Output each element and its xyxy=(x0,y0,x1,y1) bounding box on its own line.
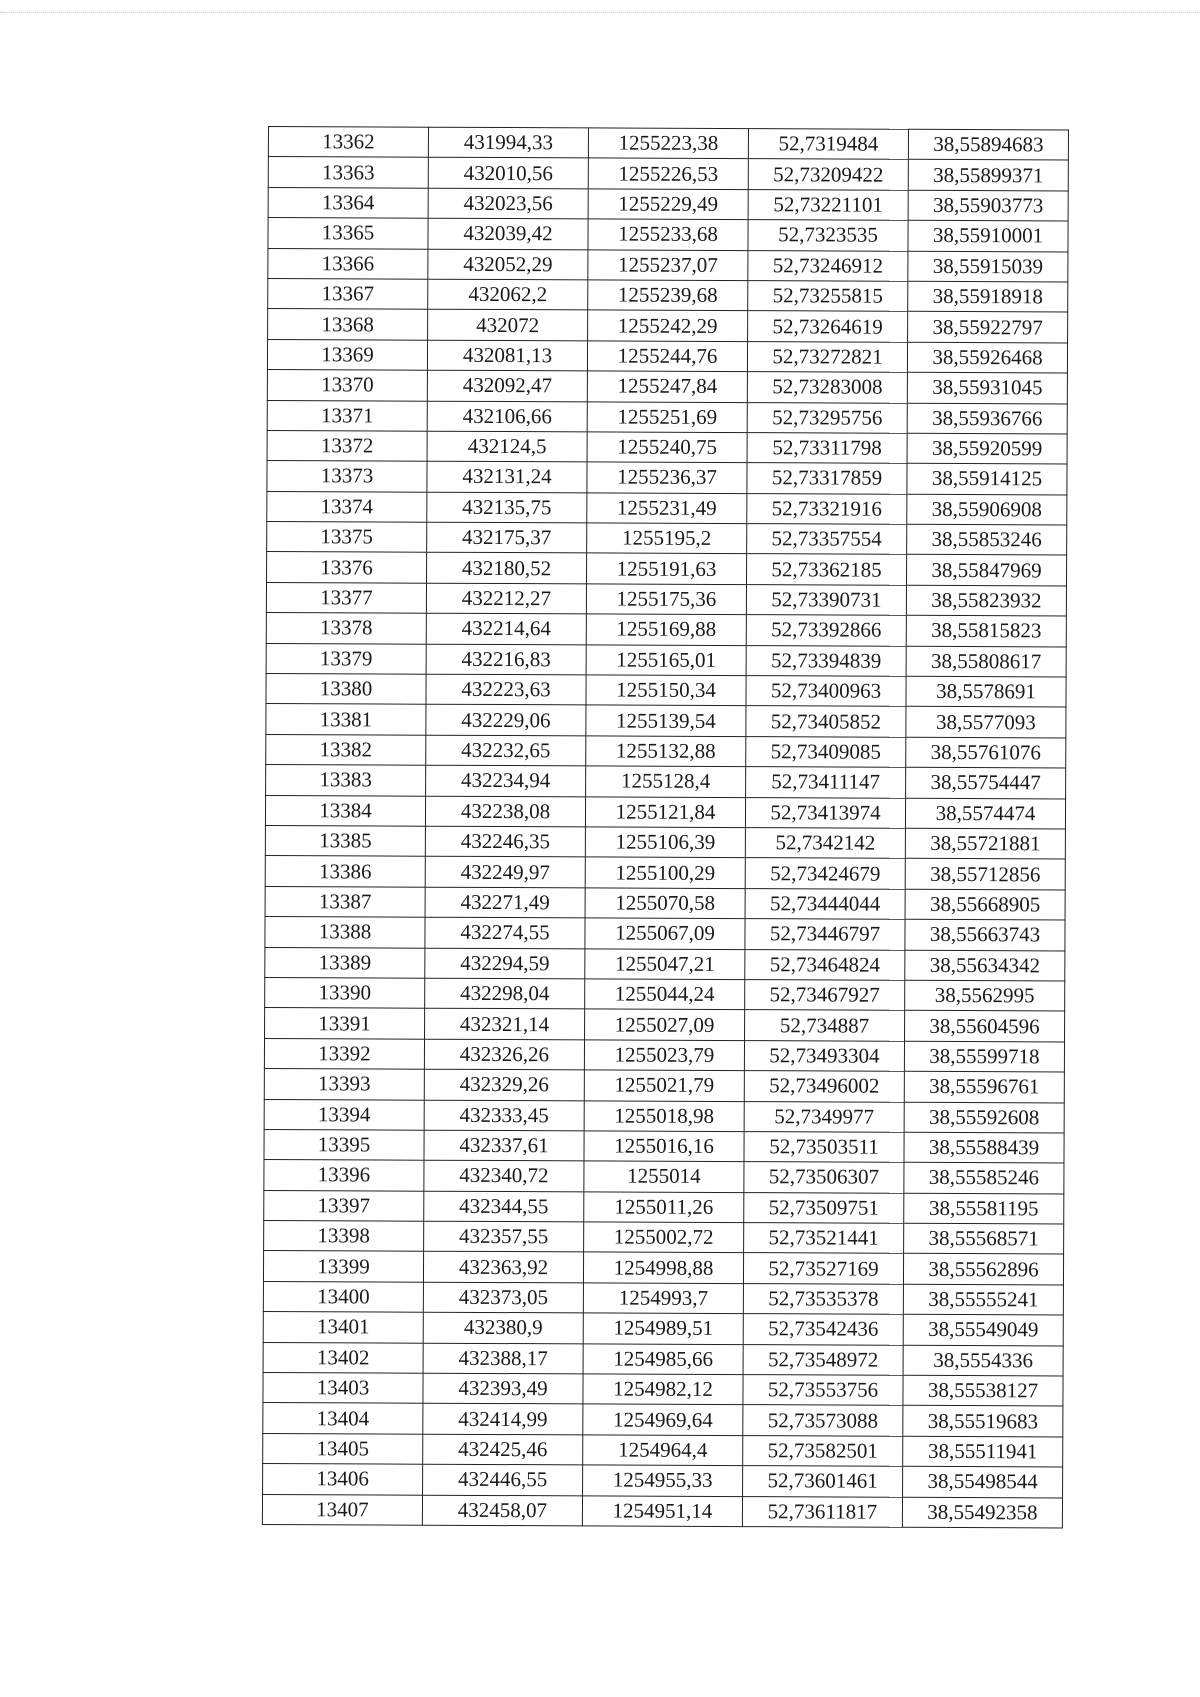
point-number-cell: 13392 xyxy=(264,1038,424,1069)
coord-y-cell: 1255139,54 xyxy=(586,705,746,736)
latitude-cell: 52,73405852 xyxy=(746,706,906,737)
table-row xyxy=(263,1312,1063,1346)
longitude-cell: 38,55663743 xyxy=(905,919,1065,950)
coord-x-cell: 432357,55 xyxy=(424,1221,584,1252)
point-number-cell: 13372 xyxy=(267,430,427,461)
point-number-cell: 13383 xyxy=(266,765,426,796)
table-row xyxy=(264,1221,1064,1255)
latitude-cell: 52,73446797 xyxy=(745,919,905,950)
longitude-cell: 38,55936766 xyxy=(907,403,1067,434)
coord-x-cell: 432344,55 xyxy=(424,1191,584,1222)
table-row xyxy=(263,1433,1063,1467)
longitude-cell: 38,55914125 xyxy=(907,464,1067,495)
coord-x-cell: 432232,65 xyxy=(426,735,586,766)
coord-x-cell: 432072 xyxy=(428,310,588,341)
latitude-cell: 52,73573088 xyxy=(743,1405,903,1436)
latitude-cell: 52,73496002 xyxy=(744,1071,904,1102)
coord-x-cell: 432340,72 xyxy=(424,1160,584,1191)
longitude-cell: 38,55847969 xyxy=(907,555,1067,586)
table-row xyxy=(268,309,1068,343)
longitude-cell: 38,5577093 xyxy=(906,707,1066,738)
coord-y-cell: 1255021,79 xyxy=(584,1070,744,1101)
latitude-cell: 52,73464824 xyxy=(745,949,905,980)
point-number-cell: 13362 xyxy=(268,127,428,158)
table-row xyxy=(268,248,1068,282)
coord-x-cell: 432294,59 xyxy=(425,948,585,979)
table-row xyxy=(265,947,1065,981)
coord-y-cell: 1254951,14 xyxy=(582,1495,742,1526)
table-row xyxy=(266,704,1066,738)
coord-x-cell: 432175,37 xyxy=(427,522,587,553)
coord-x-cell: 432212,27 xyxy=(426,583,586,614)
scan-edge-line xyxy=(0,12,1200,13)
point-number-cell: 13402 xyxy=(263,1342,423,1373)
coord-x-cell: 432246,35 xyxy=(425,826,585,857)
coord-y-cell: 1255150,34 xyxy=(586,675,746,706)
table-row xyxy=(264,1038,1064,1072)
latitude-cell: 52,73409085 xyxy=(746,736,906,767)
coord-x-cell: 432052,29 xyxy=(428,249,588,280)
point-number-cell: 13386 xyxy=(265,856,425,887)
table-row xyxy=(266,734,1066,768)
point-number-cell: 13381 xyxy=(266,704,426,735)
table-row xyxy=(264,1160,1064,1194)
coord-x-cell: 432329,26 xyxy=(424,1069,584,1100)
table-row xyxy=(266,643,1066,677)
coord-x-cell: 432039,42 xyxy=(428,218,588,249)
coord-x-cell: 432458,07 xyxy=(422,1495,582,1526)
longitude-cell: 38,55568571 xyxy=(904,1223,1064,1254)
coord-x-cell: 432425,46 xyxy=(423,1434,583,1465)
table-row xyxy=(266,613,1066,647)
coord-y-cell: 1254955,33 xyxy=(583,1465,743,1496)
coord-x-cell: 432249,97 xyxy=(425,857,585,888)
latitude-cell: 52,73221101 xyxy=(748,189,908,220)
point-number-cell: 13404 xyxy=(263,1403,423,1434)
coord-x-cell: 432321,14 xyxy=(425,1009,585,1040)
table-row xyxy=(266,674,1066,708)
table-row xyxy=(265,825,1065,859)
table-row xyxy=(263,1403,1063,1437)
table-row xyxy=(265,856,1065,890)
table-row xyxy=(267,370,1067,404)
coord-x-cell: 432223,63 xyxy=(426,674,586,705)
point-number-cell: 13403 xyxy=(263,1373,423,1404)
coord-x-cell: 432337,61 xyxy=(424,1130,584,1161)
longitude-cell: 38,55918918 xyxy=(908,281,1068,312)
longitude-cell: 38,55808617 xyxy=(906,646,1066,677)
latitude-cell: 52,73548972 xyxy=(743,1344,903,1375)
longitude-cell: 38,55915039 xyxy=(908,251,1068,282)
latitude-cell: 52,73295756 xyxy=(747,402,907,433)
latitude-cell: 52,73553756 xyxy=(743,1375,903,1406)
latitude-cell: 52,73362185 xyxy=(747,554,907,585)
table-row xyxy=(265,977,1065,1011)
latitude-cell: 52,73413974 xyxy=(745,797,905,828)
table-row xyxy=(268,278,1068,312)
longitude-cell: 38,55519683 xyxy=(903,1406,1063,1437)
longitude-cell: 38,55761076 xyxy=(906,737,1066,768)
coord-x-cell: 432010,56 xyxy=(428,158,588,189)
coord-y-cell: 1255023,79 xyxy=(584,1040,744,1071)
table-row xyxy=(268,187,1068,221)
latitude-cell: 52,7349977 xyxy=(744,1101,904,1132)
coord-y-cell: 1255070,58 xyxy=(585,888,745,919)
coord-x-cell: 432106,66 xyxy=(427,401,587,432)
latitude-cell: 52,73209422 xyxy=(748,159,908,190)
coord-y-cell: 1255165,01 xyxy=(586,645,746,676)
point-number-cell: 13395 xyxy=(264,1129,424,1160)
coord-x-cell: 432131,24 xyxy=(427,461,587,492)
coord-x-cell: 432092,47 xyxy=(427,370,587,401)
longitude-cell: 38,55815823 xyxy=(906,616,1066,647)
latitude-cell: 52,73542436 xyxy=(743,1314,903,1345)
table-row xyxy=(263,1342,1063,1376)
coord-x-cell: 432124,5 xyxy=(427,431,587,462)
longitude-cell: 38,5554336 xyxy=(903,1345,1063,1376)
longitude-cell: 38,55492358 xyxy=(902,1497,1062,1528)
latitude-cell: 52,73321916 xyxy=(747,493,907,524)
table-row xyxy=(265,1008,1065,1042)
table-row xyxy=(265,886,1065,920)
latitude-cell: 52,73527169 xyxy=(743,1253,903,1284)
coord-x-cell: 432023,56 xyxy=(428,188,588,219)
longitude-cell: 38,55634342 xyxy=(905,950,1065,981)
point-number-cell: 13363 xyxy=(268,157,428,188)
point-number-cell: 13390 xyxy=(265,977,425,1008)
point-number-cell: 13367 xyxy=(268,278,428,309)
longitude-cell: 38,55549049 xyxy=(903,1315,1063,1346)
coord-x-cell: 432238,08 xyxy=(425,796,585,827)
coord-y-cell: 1255067,09 xyxy=(585,918,745,949)
coord-x-cell: 432326,26 xyxy=(424,1039,584,1070)
table-row xyxy=(265,917,1065,951)
longitude-cell: 38,5574474 xyxy=(905,798,1065,829)
coord-x-cell: 432274,55 xyxy=(425,917,585,948)
longitude-cell: 38,55592608 xyxy=(904,1102,1064,1133)
table-row xyxy=(263,1281,1063,1315)
coord-x-cell: 432373,05 xyxy=(423,1282,583,1313)
coord-y-cell: 1255240,75 xyxy=(587,432,747,463)
table-row xyxy=(263,1251,1063,1285)
coord-y-cell: 1254964,4 xyxy=(583,1435,743,1466)
latitude-cell: 52,73493304 xyxy=(744,1040,904,1071)
point-number-cell: 13378 xyxy=(266,613,426,644)
latitude-cell: 52,7342142 xyxy=(745,828,905,859)
coord-y-cell: 1255247,84 xyxy=(587,371,747,402)
coord-x-cell: 432333,45 xyxy=(424,1100,584,1131)
latitude-cell: 52,73611817 xyxy=(742,1496,902,1527)
coord-y-cell: 1255236,37 xyxy=(587,462,747,493)
coord-y-cell: 1255027,09 xyxy=(585,1009,745,1040)
latitude-cell: 52,73503511 xyxy=(744,1131,904,1162)
longitude-cell: 38,55498544 xyxy=(903,1466,1063,1497)
coord-y-cell: 1255239,68 xyxy=(588,280,748,311)
coord-y-cell: 1255175,36 xyxy=(586,584,746,615)
latitude-cell: 52,73255815 xyxy=(748,281,908,312)
latitude-cell: 52,73467927 xyxy=(745,980,905,1011)
longitude-cell: 38,55588439 xyxy=(904,1132,1064,1163)
coord-y-cell: 1255242,29 xyxy=(588,310,748,341)
latitude-cell: 52,73506307 xyxy=(744,1162,904,1193)
point-number-cell: 13380 xyxy=(266,674,426,705)
coord-y-cell: 1255237,07 xyxy=(588,249,748,280)
longitude-cell: 38,55712856 xyxy=(905,859,1065,890)
point-number-cell: 13406 xyxy=(263,1464,423,1495)
coord-y-cell: 1255121,84 xyxy=(585,796,745,827)
longitude-cell: 38,55538127 xyxy=(903,1375,1063,1406)
longitude-cell: 38,55604596 xyxy=(905,1011,1065,1042)
coord-y-cell: 1254985,66 xyxy=(583,1344,743,1375)
coord-y-cell: 1255231,49 xyxy=(587,493,747,524)
coord-x-cell: 432062,2 xyxy=(428,279,588,310)
table-row xyxy=(268,127,1068,161)
coord-y-cell: 1255047,21 xyxy=(585,948,745,979)
table-row xyxy=(267,491,1067,525)
coord-y-cell: 1255132,88 xyxy=(586,736,746,767)
coord-x-cell: 432271,49 xyxy=(425,887,585,918)
coordinates-table-body xyxy=(262,127,1068,1528)
coord-x-cell: 432216,83 xyxy=(426,644,586,675)
coord-y-cell: 1255016,16 xyxy=(584,1131,744,1162)
point-number-cell: 13377 xyxy=(266,582,426,613)
coord-x-cell: 432214,64 xyxy=(426,613,586,644)
coord-x-cell: 432363,92 xyxy=(423,1252,583,1283)
coord-y-cell: 1255229,49 xyxy=(588,189,748,220)
latitude-cell: 52,73311798 xyxy=(747,432,907,463)
point-number-cell: 13407 xyxy=(262,1494,422,1525)
longitude-cell: 38,55668905 xyxy=(905,889,1065,920)
longitude-cell: 38,55920599 xyxy=(907,433,1067,464)
point-number-cell: 13370 xyxy=(267,370,427,401)
point-number-cell: 13388 xyxy=(265,917,425,948)
point-number-cell: 13376 xyxy=(267,552,427,583)
coordinates-table xyxy=(262,126,1069,1528)
longitude-cell: 38,5562995 xyxy=(905,980,1065,1011)
coord-y-cell: 1255106,39 xyxy=(585,827,745,858)
coord-y-cell: 1255226,53 xyxy=(588,158,748,189)
table-row xyxy=(267,400,1067,434)
latitude-cell: 52,734887 xyxy=(745,1010,905,1041)
longitude-cell: 38,55754447 xyxy=(906,767,1066,798)
coord-y-cell: 1255169,88 xyxy=(586,614,746,645)
longitude-cell: 38,55910001 xyxy=(908,220,1068,251)
coord-x-cell: 431994,33 xyxy=(428,127,588,158)
latitude-cell: 52,73246912 xyxy=(748,250,908,281)
point-number-cell: 13385 xyxy=(265,825,425,856)
coord-y-cell: 1255014 xyxy=(584,1161,744,1192)
point-number-cell: 13373 xyxy=(267,461,427,492)
longitude-cell: 38,55853246 xyxy=(907,524,1067,555)
longitude-cell: 38,55599718 xyxy=(904,1041,1064,1072)
table-row xyxy=(266,582,1066,616)
table-row xyxy=(268,157,1068,191)
point-number-cell: 13387 xyxy=(265,886,425,917)
point-number-cell: 13382 xyxy=(266,734,426,765)
latitude-cell: 52,73317859 xyxy=(747,463,907,494)
longitude-cell: 38,5578691 xyxy=(906,676,1066,707)
point-number-cell: 13393 xyxy=(264,1069,424,1100)
latitude-cell: 52,73509751 xyxy=(744,1192,904,1223)
latitude-cell: 52,73283008 xyxy=(747,372,907,403)
table-row xyxy=(267,430,1067,464)
point-number-cell: 13396 xyxy=(264,1160,424,1191)
point-number-cell: 13397 xyxy=(264,1190,424,1221)
table-row xyxy=(264,1099,1064,1133)
point-number-cell: 13368 xyxy=(268,309,428,340)
table-row xyxy=(267,552,1067,586)
point-number-cell: 13365 xyxy=(268,218,428,249)
longitude-cell: 38,55562896 xyxy=(903,1254,1063,1285)
coord-x-cell: 432234,94 xyxy=(426,765,586,796)
table-row xyxy=(264,1129,1064,1163)
coord-x-cell: 432380,9 xyxy=(423,1312,583,1343)
point-number-cell: 13379 xyxy=(266,643,426,674)
longitude-cell: 38,55931045 xyxy=(907,372,1067,403)
coord-y-cell: 1255195,2 xyxy=(587,523,747,554)
point-number-cell: 13394 xyxy=(264,1099,424,1130)
coord-y-cell: 1254989,51 xyxy=(583,1313,743,1344)
longitude-cell: 38,55581195 xyxy=(904,1193,1064,1224)
coord-y-cell: 1255002,72 xyxy=(584,1222,744,1253)
table-row xyxy=(267,339,1067,373)
point-number-cell: 13400 xyxy=(263,1281,423,1312)
table-row xyxy=(267,461,1067,495)
longitude-cell: 38,55894683 xyxy=(908,129,1068,160)
longitude-cell: 38,55922797 xyxy=(908,312,1068,343)
point-number-cell: 13364 xyxy=(268,187,428,218)
coord-y-cell: 1255018,98 xyxy=(584,1100,744,1131)
point-number-cell: 13375 xyxy=(267,522,427,553)
latitude-cell: 52,73411147 xyxy=(746,767,906,798)
coord-y-cell: 1254982,12 xyxy=(583,1374,743,1405)
coord-y-cell: 1255011,26 xyxy=(584,1192,744,1223)
point-number-cell: 13366 xyxy=(268,248,428,279)
coord-y-cell: 1255044,24 xyxy=(585,979,745,1010)
latitude-cell: 52,73444044 xyxy=(745,888,905,919)
longitude-cell: 38,55721881 xyxy=(905,828,1065,859)
table-row xyxy=(264,1190,1064,1224)
longitude-cell: 38,55555241 xyxy=(903,1284,1063,1315)
point-number-cell: 13398 xyxy=(264,1221,424,1252)
latitude-cell: 52,73521441 xyxy=(744,1223,904,1254)
coord-x-cell: 432229,06 xyxy=(426,705,586,736)
latitude-cell: 52,73392866 xyxy=(746,615,906,646)
coord-x-cell: 432135,75 xyxy=(427,492,587,523)
point-number-cell: 13401 xyxy=(263,1312,423,1343)
coord-y-cell: 1254998,88 xyxy=(583,1252,743,1283)
longitude-cell: 38,55596761 xyxy=(904,1071,1064,1102)
longitude-cell: 38,55903773 xyxy=(908,190,1068,221)
table-row xyxy=(268,218,1068,252)
coord-y-cell: 1255191,63 xyxy=(587,553,747,584)
document-page xyxy=(262,126,1069,1528)
longitude-cell: 38,55899371 xyxy=(908,160,1068,191)
latitude-cell: 52,73424679 xyxy=(745,858,905,889)
longitude-cell: 38,55926468 xyxy=(907,342,1067,373)
latitude-cell: 52,73272821 xyxy=(747,341,907,372)
coord-y-cell: 1255223,38 xyxy=(588,128,748,159)
coord-x-cell: 432446,55 xyxy=(423,1464,583,1495)
latitude-cell: 52,73394839 xyxy=(746,645,906,676)
latitude-cell: 52,7319484 xyxy=(748,129,908,160)
table-row xyxy=(262,1494,1062,1528)
coord-y-cell: 1255244,76 xyxy=(587,341,747,372)
coord-y-cell: 1254993,7 xyxy=(583,1283,743,1314)
table-row xyxy=(264,1069,1064,1103)
latitude-cell: 52,73264619 xyxy=(748,311,908,342)
table-row xyxy=(267,522,1067,556)
point-number-cell: 13391 xyxy=(265,1008,425,1039)
table-row xyxy=(263,1464,1063,1498)
coord-x-cell: 432081,13 xyxy=(427,340,587,371)
longitude-cell: 38,55585246 xyxy=(904,1163,1064,1194)
coord-x-cell: 432298,04 xyxy=(425,978,585,1009)
coord-x-cell: 432393,49 xyxy=(423,1373,583,1404)
point-number-cell: 13389 xyxy=(265,947,425,978)
coord-y-cell: 1255128,4 xyxy=(586,766,746,797)
longitude-cell: 38,55906908 xyxy=(907,494,1067,525)
table-row xyxy=(265,795,1065,829)
point-number-cell: 13399 xyxy=(263,1251,423,1282)
coord-y-cell: 1254969,64 xyxy=(583,1404,743,1435)
coord-y-cell: 1255233,68 xyxy=(588,219,748,250)
latitude-cell: 52,73601461 xyxy=(743,1466,903,1497)
longitude-cell: 38,55823932 xyxy=(906,585,1066,616)
coord-x-cell: 432180,52 xyxy=(427,553,587,584)
latitude-cell: 52,7323535 xyxy=(748,220,908,251)
latitude-cell: 52,73400963 xyxy=(746,676,906,707)
point-number-cell: 13405 xyxy=(263,1433,423,1464)
point-number-cell: 13371 xyxy=(267,400,427,431)
coord-x-cell: 432388,17 xyxy=(423,1343,583,1374)
coord-y-cell: 1255100,29 xyxy=(585,857,745,888)
point-number-cell: 13384 xyxy=(265,795,425,826)
latitude-cell: 52,73535378 xyxy=(743,1283,903,1314)
coord-x-cell: 432414,99 xyxy=(423,1404,583,1435)
table-row xyxy=(263,1373,1063,1407)
point-number-cell: 13369 xyxy=(267,339,427,370)
latitude-cell: 52,73582501 xyxy=(743,1435,903,1466)
latitude-cell: 52,73390731 xyxy=(746,584,906,615)
table-row xyxy=(266,765,1066,799)
longitude-cell: 38,55511941 xyxy=(903,1436,1063,1467)
latitude-cell: 52,73357554 xyxy=(747,524,907,555)
coord-y-cell: 1255251,69 xyxy=(587,401,747,432)
point-number-cell: 13374 xyxy=(267,491,427,522)
